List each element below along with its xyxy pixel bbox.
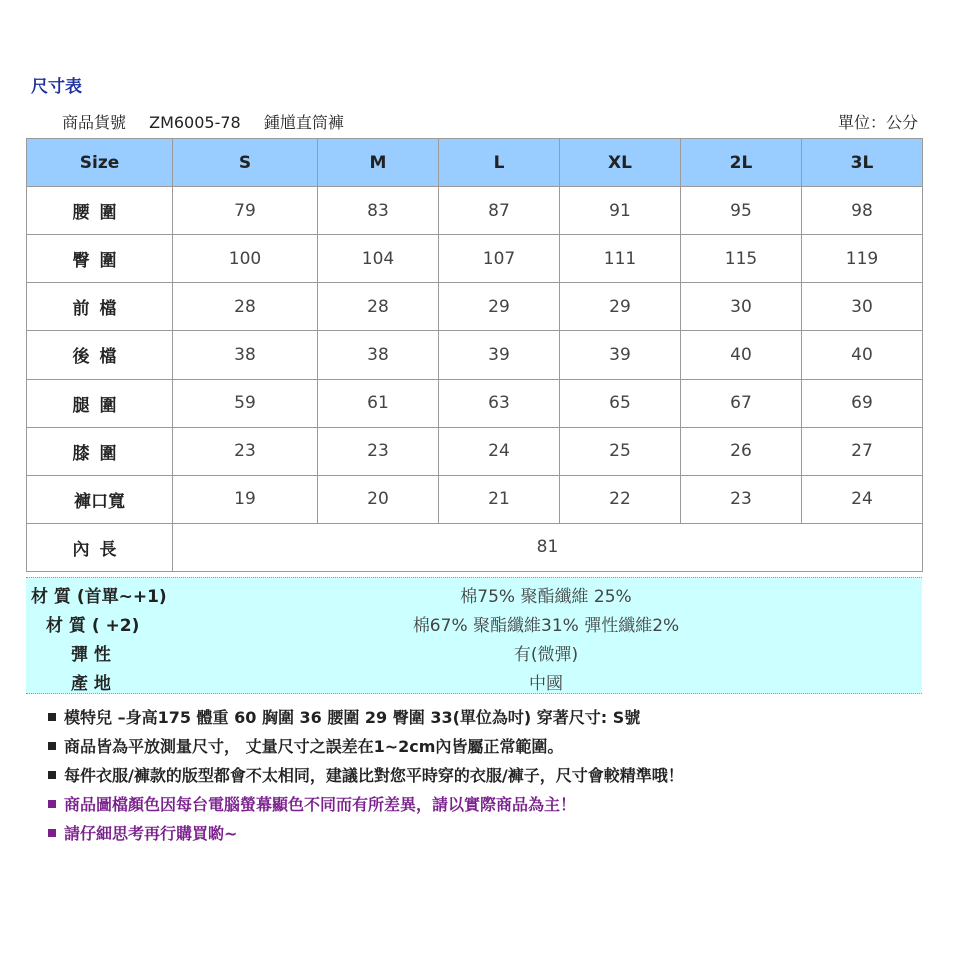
square-bullet-icon: [48, 713, 56, 721]
measure-value: 25: [560, 427, 681, 475]
measure-value: 38: [173, 331, 318, 379]
measure-value: 38: [318, 331, 439, 379]
header-cell: 3L: [802, 139, 923, 187]
inner-length-value: 81: [173, 523, 923, 571]
measure-label: 膝圍: [27, 427, 173, 475]
header-cell: Size: [27, 139, 173, 187]
product-code-label: 商品貨號: [62, 113, 127, 132]
elasticity-value: 有(微彈): [513, 645, 579, 665]
origin-label: 產 地: [71, 674, 111, 694]
measure-value: 67: [681, 379, 802, 427]
measure-value: 98: [802, 187, 923, 235]
measure-value: 23: [681, 475, 802, 523]
measure-value: 87: [439, 187, 560, 235]
measure-label: 腰圍: [27, 187, 173, 235]
note-item: 商品皆為平放測量尺寸， 丈量尺寸之誤差在1~2cm內皆屬正常範圍。: [48, 732, 684, 761]
header-cell: M: [318, 139, 439, 187]
header-cell: XL: [560, 139, 681, 187]
product-code: ZM6005-78: [149, 113, 241, 132]
square-bullet-icon: [48, 771, 56, 779]
note-item: 商品圖檔顏色因每台電腦螢幕顯色不同而有所差異，請以實際商品為主！: [48, 790, 684, 819]
measure-value: 22: [560, 475, 681, 523]
elasticity-row: [26, 636, 922, 665]
measure-value: 23: [173, 427, 318, 475]
note-item: 請仔細思考再行購買喲~: [48, 819, 684, 848]
measure-value: 30: [802, 283, 923, 331]
measure-value: 115: [681, 235, 802, 283]
measure-value: 65: [560, 379, 681, 427]
size-row: [27, 187, 923, 235]
measure-value: 107: [439, 235, 560, 283]
measure-value: 21: [439, 475, 560, 523]
material-row: [26, 578, 922, 607]
measure-value: 59: [173, 379, 318, 427]
size-row: [27, 475, 923, 523]
measure-value: 61: [318, 379, 439, 427]
material-label: 材 質 (首單~+1): [31, 587, 167, 607]
size-row: [27, 427, 923, 475]
material-row: [26, 607, 922, 636]
measure-value: 30: [681, 283, 802, 331]
origin-row: [26, 665, 922, 694]
product-name: 鍾馗直筒褲: [263, 113, 344, 132]
measure-value: 24: [439, 427, 560, 475]
measure-value: 19: [173, 475, 318, 523]
measure-value: 27: [802, 427, 923, 475]
measure-value: 29: [560, 283, 681, 331]
measure-value: 24: [802, 475, 923, 523]
measure-label: 前檔: [27, 283, 173, 331]
measure-value: 100: [173, 235, 318, 283]
measure-value: 69: [802, 379, 923, 427]
material-label: 材 質 ( +2): [46, 616, 140, 636]
product-info: [62, 110, 362, 133]
size-row: [27, 379, 923, 427]
size-row: [27, 331, 923, 379]
measure-label: 褲口寬: [27, 475, 173, 523]
measure-value: 95: [681, 187, 802, 235]
measure-value: 91: [560, 187, 681, 235]
size-table: [26, 138, 923, 572]
header-cell: 2L: [681, 139, 802, 187]
measure-label: 腿圍: [27, 379, 173, 427]
measure-value: 23: [318, 427, 439, 475]
material-section: [26, 577, 922, 694]
measure-value: 29: [439, 283, 560, 331]
elasticity-label: 彈 性: [71, 645, 111, 665]
measure-value: 79: [173, 187, 318, 235]
measure-value: 39: [439, 331, 560, 379]
measure-label: 後檔: [27, 331, 173, 379]
measure-value: 83: [318, 187, 439, 235]
measure-value: 28: [318, 283, 439, 331]
measure-value: 119: [802, 235, 923, 283]
measure-value: 111: [560, 235, 681, 283]
square-bullet-icon: [48, 800, 56, 808]
size-row: [27, 235, 923, 283]
note-item: 模特兒 –身高175 體重 60 胸圍 36 腰圍 29 臀圍 33(單位為吋) 穿著尺寸: S號: [48, 703, 684, 732]
size-row: [27, 283, 923, 331]
measure-value: 26: [681, 427, 802, 475]
note-item: 每件衣服/褲款的版型都會不太相同，建議比對您平時穿的衣服/褲子，尺寸會較精準哦！: [48, 761, 684, 790]
inner-length-row: [27, 523, 923, 571]
measure-label: 臀圍: [27, 235, 173, 283]
measure-value: 63: [439, 379, 560, 427]
material-value: 棉67% 聚酯纖維31% 彈性纖維2%: [412, 616, 680, 636]
square-bullet-icon: [48, 829, 56, 837]
square-bullet-icon: [48, 742, 56, 750]
measure-value: 40: [681, 331, 802, 379]
origin-value: 中國: [529, 674, 563, 694]
header-cell: S: [173, 139, 318, 187]
measure-value: 28: [173, 283, 318, 331]
inner-length-label: 內長: [27, 523, 173, 571]
material-value: 棉75% 聚酯纖維 25%: [460, 587, 632, 607]
size-header-row: [27, 139, 923, 187]
header-cell: L: [439, 139, 560, 187]
measure-value: 20: [318, 475, 439, 523]
page-title: 尺寸表: [31, 77, 82, 97]
notes-list: [48, 703, 684, 848]
measure-value: 39: [560, 331, 681, 379]
measure-value: 104: [318, 235, 439, 283]
measure-value: 40: [802, 331, 923, 379]
unit-label: 單位：公分: [837, 113, 918, 132]
